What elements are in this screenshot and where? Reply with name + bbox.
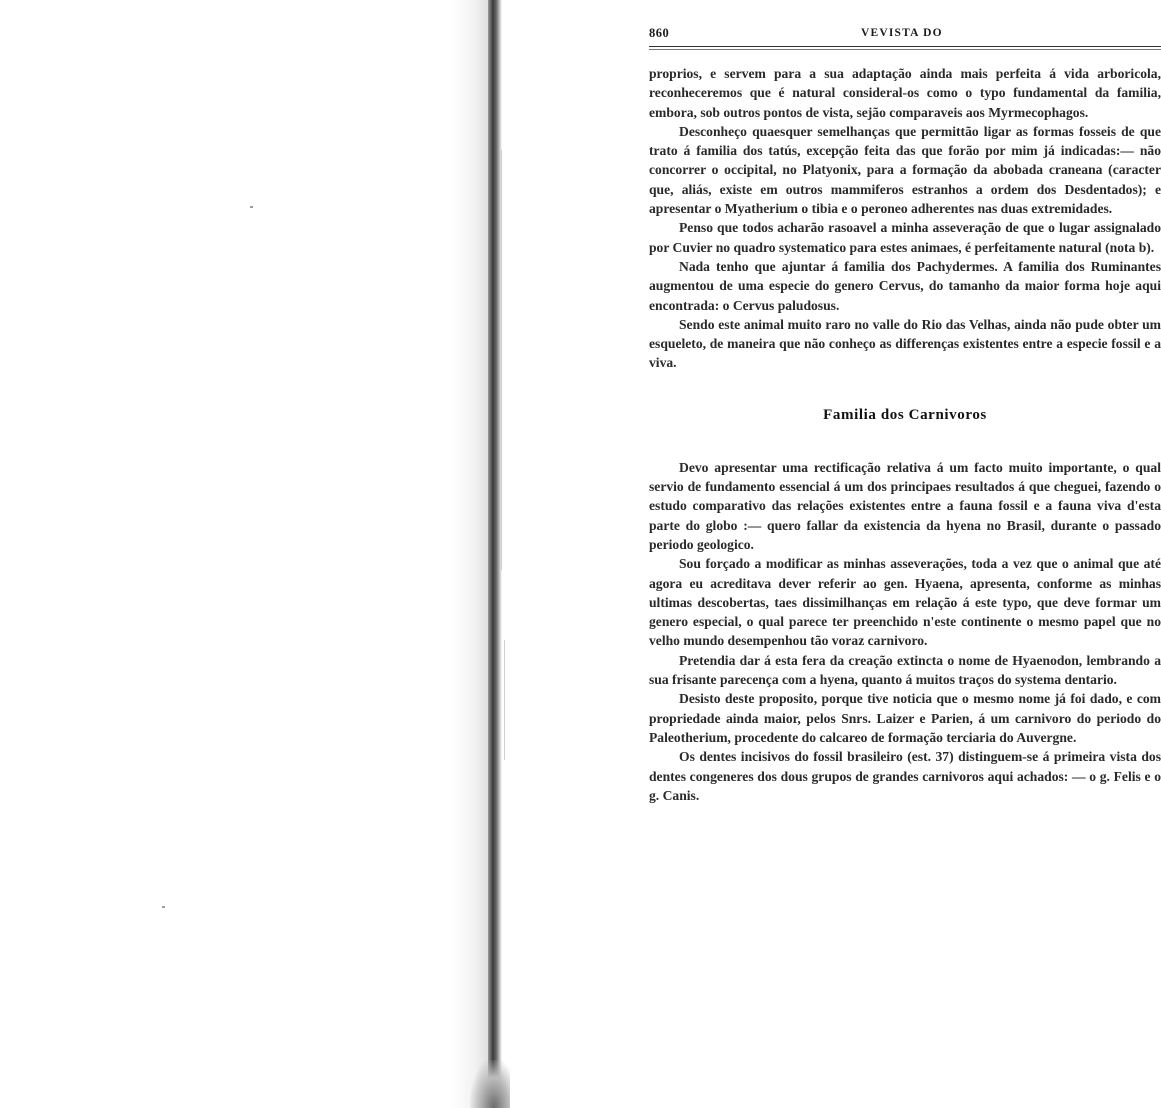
paragraph: Desisto deste proposito, porque tive noticia que o mesmo nome já foi dado, e com propriedade ainda maior, pelos Snrs. Laizer e Parien, á um carnivoro do periodo do Paleotherium, procedente do calcareo de formação terciaria do Auvergne.: [649, 691, 1161, 745]
paragraph: Os dentes incisivos do fossil brasileiro (est. 37) distinguem-se á primeira vista dos dentes congeneres dos dous grupos de grandes carnivoros aqui achados: — o g. Felis e o g. Canis.: [649, 749, 1161, 803]
paper-speck: [250, 206, 253, 208]
paragraph: Sou forçado a modificar as minhas asseverações, toda a vez que o animal que até agora eu acreditava dever referir ao gen. Hyaena, apresenta, conforme as minhas ultimas descobertas, taes dissimilhanças em relação á este typo, que deve formar um genero especial, o qual parece ter preenchido n'este continente o mesmo papel que no velho mundo desempenhou tão voraz carnivoro.: [649, 556, 1161, 649]
printed-page: [649, 24, 1161, 805]
paragraph: Devo apresentar uma rectificação relativa á um facto muito importante, o qual servio de fundamento essencial á um dos principaes resultados á que cheguei, fazendo o estudo comparativo das relações existentes entre a fauna fossil e a fauna viva d'esta parte do globo :— quero fallar da existencia da hyena no Brasil, durante o passado periodo geologico.: [649, 459, 1161, 552]
page-edge-line: [504, 640, 505, 760]
paragraph: Nada tenho que ajuntar á familia dos Pachydermes. A familia dos Ruminantes augmentou de uma especie do genero Cervus, do tamanho da maior forma hoje aqui encontrada: o Cervus paludosus.: [649, 258, 1161, 313]
text-block-bottom: [649, 458, 1161, 805]
paragraph: Desconheço quaesquer semelhanças que permittão ligar as formas fosseis de que trato á familia dos tatús, excepção feita das que forão por mim já indicadas:— não concorrer o occipital, no Platyonix, para a formação da abobada craneana (caracter que, aliás, existe em outros mammiferos estranhos a ordem dos Desdentados); e apresentar o Myatherium o tibia e o peroneo adherentes nas duas extremidades.: [649, 123, 1161, 217]
gutter-shadow: [470, 1060, 510, 1108]
section-heading: Familia dos Carnivoros: [823, 406, 987, 423]
paragraph: Sendo este animal muito raro no valle do Rio das Velhas, ainda não pude obter um esqueleto, de maneira que não conheço as differenças existentes entre a especie fossil e a viva.: [649, 316, 1161, 371]
header-rule: [649, 46, 1161, 50]
paragraph: proprios, e servem para a sua adaptação ainda mais perfeita á vida arboricola, reconheceremos que é natural consideral-os como o typo fundamental da familia, embora, sob outros pontos de vista, sejão comparaveis aos Myrmecophagos.: [649, 66, 1161, 120]
running-head: [649, 24, 1161, 46]
paragraph: Penso que todos acharão rasoavel a minha asseveração de que o lugar assignalado por Cuvier no quadro systematico para estes animaes, é perfeitamente natural (nota b).: [649, 220, 1161, 255]
running-title: VEVISTA DO: [861, 27, 943, 39]
paper-speck: [162, 906, 165, 908]
page-edge-line: [501, 150, 502, 570]
page-number: 860: [649, 26, 670, 40]
blank-left-page: [0, 0, 490, 1108]
text-block-top: [649, 64, 1161, 373]
book-gutter: [488, 0, 502, 1108]
paragraph: Pretendia dar á esta fera da creação extincta o nome de Hyaenodon, lembrando a sua frisante parecença com a hyena, quanto á muitos traços do systema dentario.: [649, 652, 1161, 688]
